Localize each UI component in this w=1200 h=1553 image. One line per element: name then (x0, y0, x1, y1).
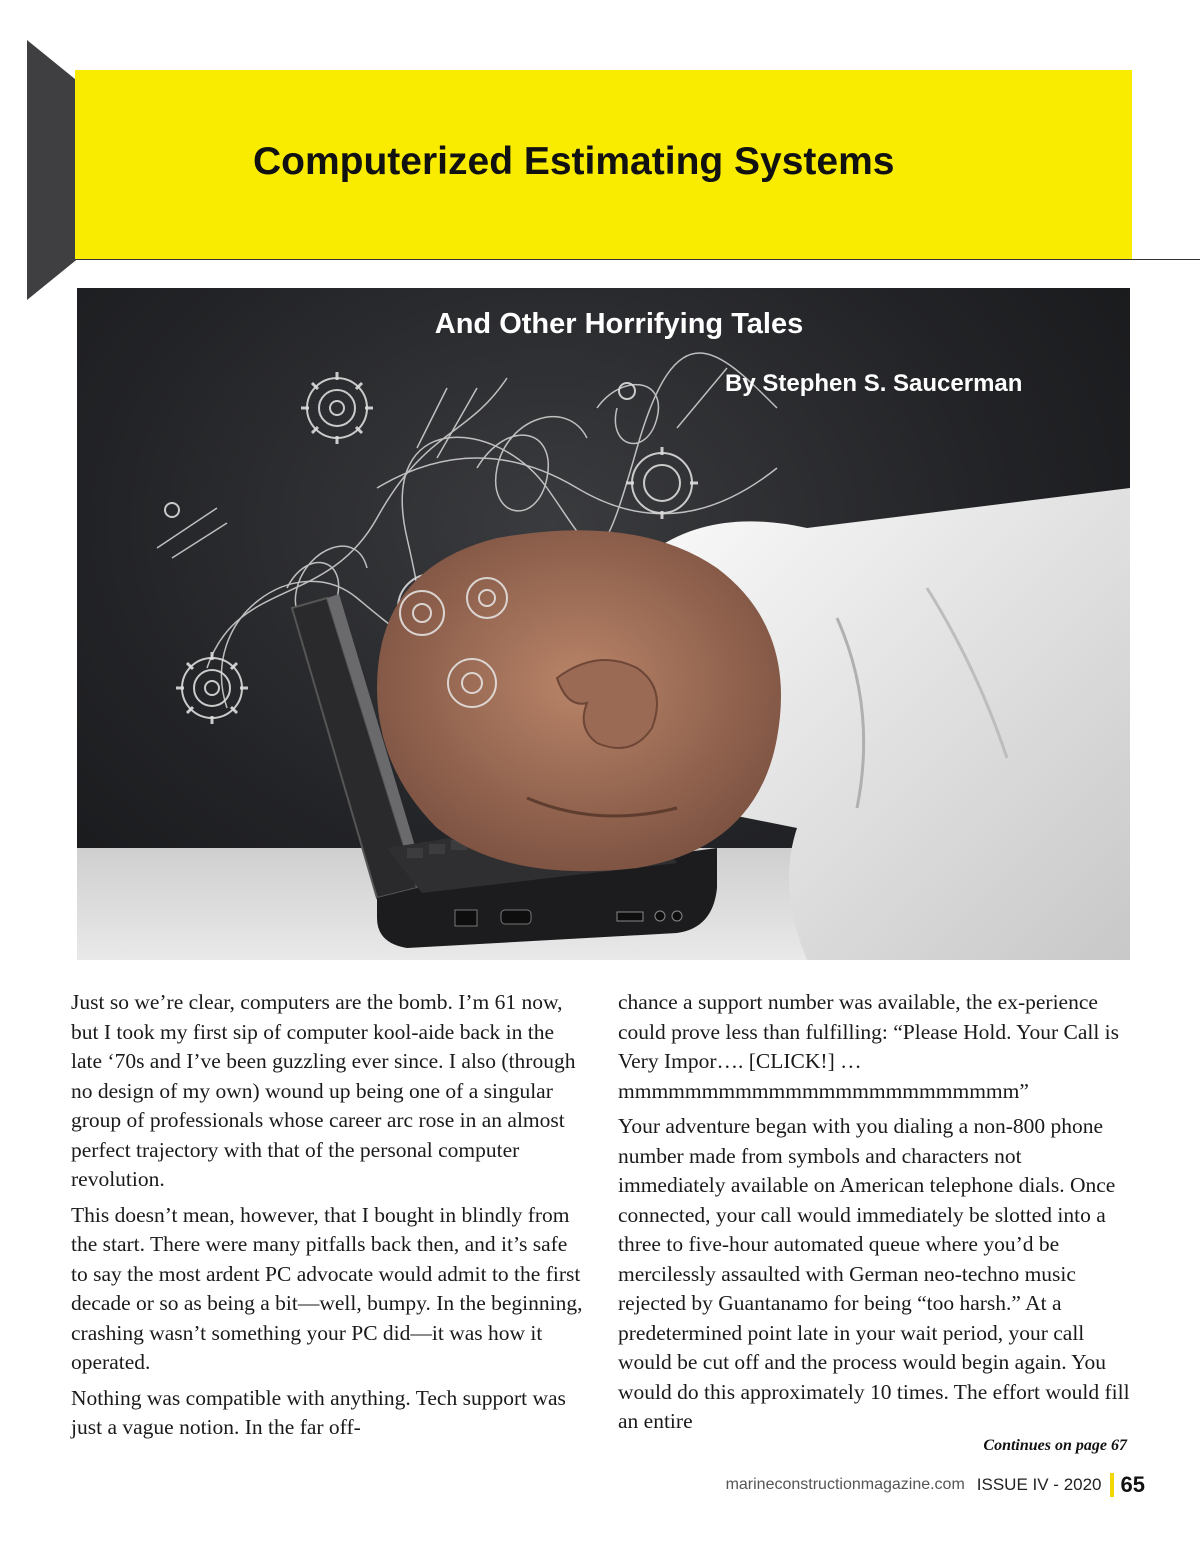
footer-divider (1110, 1473, 1114, 1497)
footer-website: marineconstructionmagazine.com (725, 1476, 965, 1493)
paragraph: This doesn’t mean, however, that I bought in blindly from the start. There were many pitfalls back then, and it’s safe to say the most ardent PC advocate would admit to the first decade or so as being a bit—well, bumpy. In the beginning, crashing wasn’t something your PC did—it was how it operated. (71, 1202, 583, 1374)
hero-photo (77, 288, 1130, 960)
paragraph: Your adventure began with you dialing a non-800 phone number made from symbols and characters not immediately available on American telephone dials. Once connected, your call would immediately be slotted into a three to five-hour automated queue where you’d be mercilessly assaulted with German neo-techno music rejected by Guantanamo for being “too harsh.” At a predetermined point late in your wait period, your call would be cut off and the process would begin again. You would do this approximately 10 times. The effort would fill an entire (618, 1114, 1130, 1433)
article-column-left (71, 988, 586, 1449)
paragraph: chance a support number was available, the ex-perience could prove less than fulfilling: “Please Hold. Your Call is Very Impor…. [CLICK!] … mmmmmmmmmmmmmmmmmmmmmmmm” (618, 990, 1120, 1103)
header-divider (75, 259, 1200, 260)
article-byline: By Stephen S. Saucerman (725, 370, 1023, 397)
page-number: 65 (1120, 1472, 1145, 1497)
footer-issue: ISSUE IV - 2020 (976, 1475, 1102, 1494)
paragraph: Nothing was compatible with anything. Tech support was just a vague notion. In the far off- (71, 1385, 566, 1439)
page-title: Computerized Estimating Systems (253, 140, 895, 183)
page-footer (726, 1470, 1145, 1500)
continuation-note: Continues on page 67 (983, 1437, 1127, 1454)
article-subtitle: And Other Horrifying Tales (434, 308, 804, 340)
article-column-right (618, 988, 1130, 1443)
paragraph: Just so we’re clear, computers are the bomb. I’m 61 now, but I took my first sip of computer kool-aide back in the late ‘70s and I’ve been guzzling ever since. I also (through no design of my own) wound up being one of a singular group of professionals whose career arc rose in an almost perfect trajectory with that of the personal computer revolution. (71, 990, 576, 1191)
